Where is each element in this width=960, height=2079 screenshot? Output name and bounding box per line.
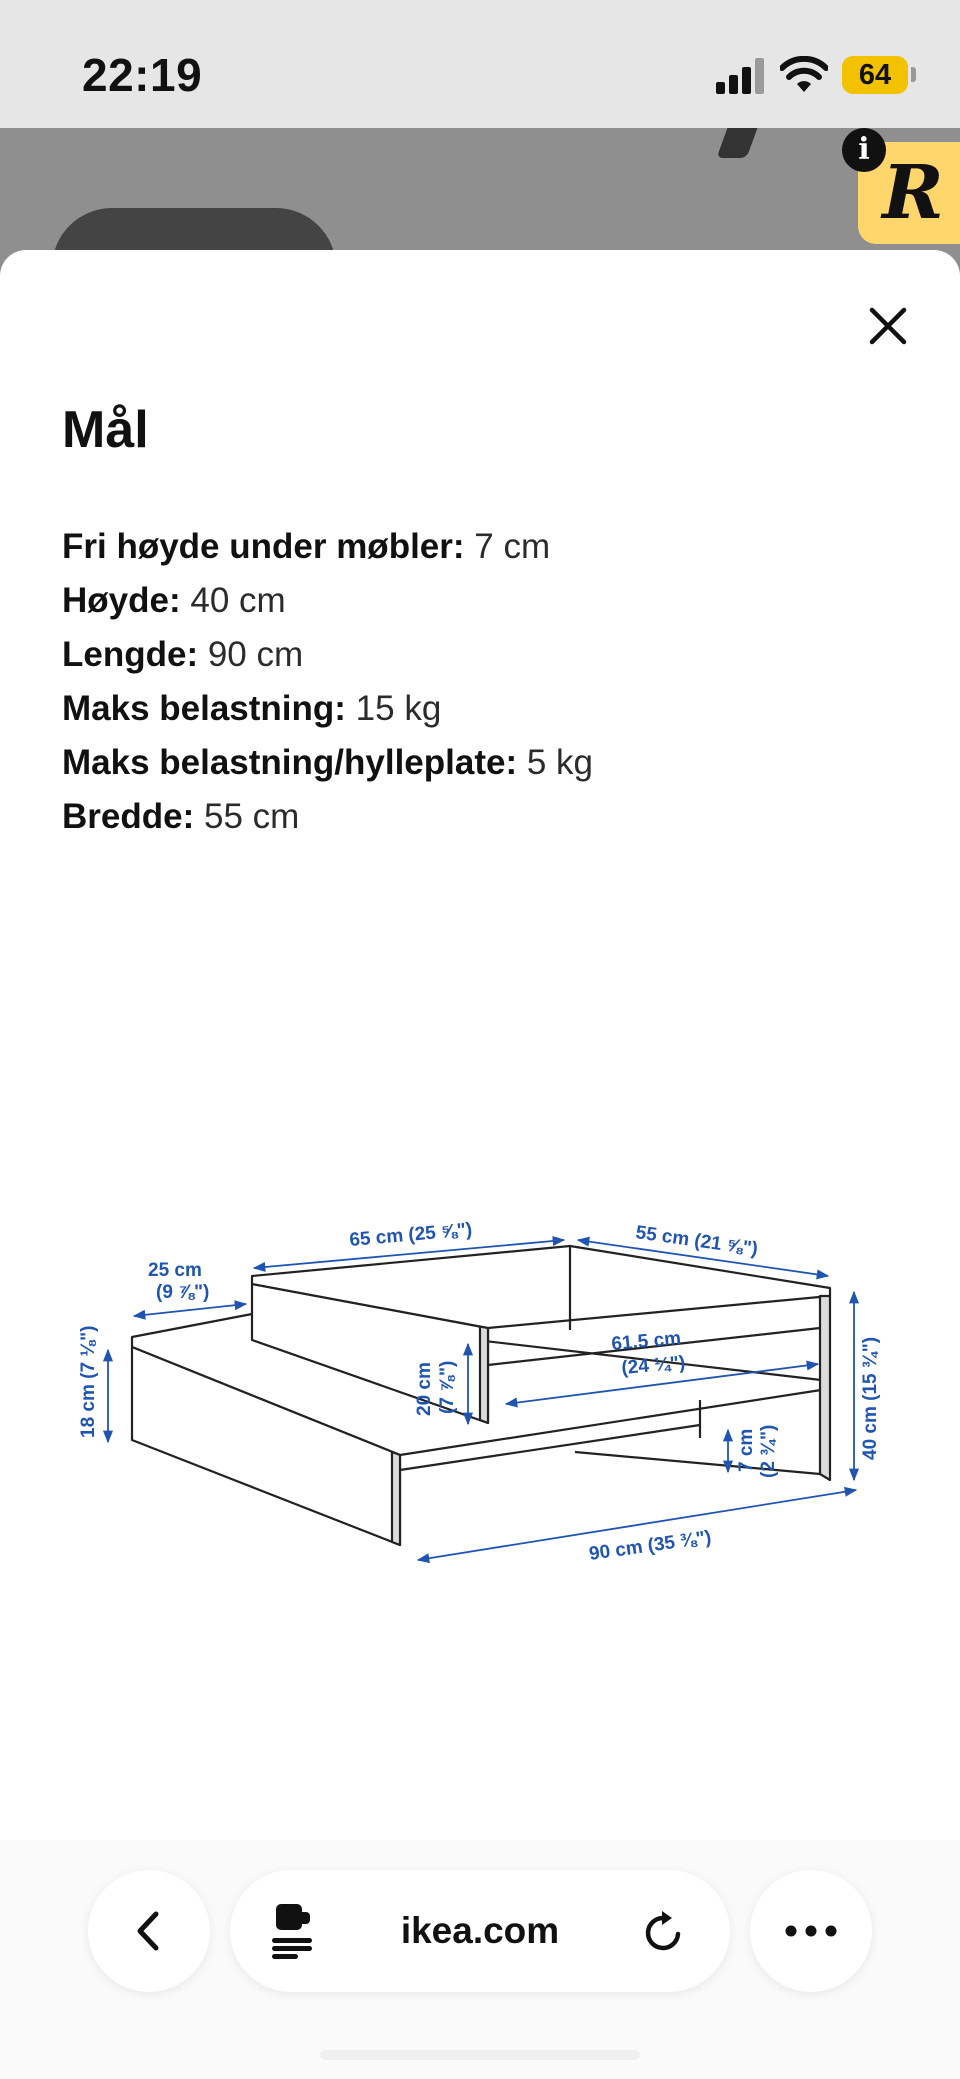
dim-label-shelf-depth-top: 61.5 cm (610, 1327, 682, 1355)
spec-label: Maks belastning/hylleplate: (62, 743, 518, 782)
sheet-title: Mål (62, 401, 149, 459)
spec-row (62, 628, 922, 682)
spec-label: Lengde: (62, 635, 199, 674)
spec-value: 5 kg (517, 743, 594, 782)
spec-row (62, 790, 922, 844)
dim-line-step (134, 1304, 246, 1316)
spec-value: 55 cm (194, 797, 300, 836)
dim-label-step-bottom: (9 ⅞") (156, 1282, 210, 1303)
dimensions-sheet (0, 250, 960, 2079)
close-icon[interactable] (862, 300, 914, 352)
url-text[interactable]: ikea.com (400, 1910, 560, 1951)
browser-toolbar (0, 1840, 960, 2079)
dim-label-upper-height-top: 20 cm (414, 1362, 435, 1416)
dimension-diagram (70, 1080, 910, 1580)
dim-label-clearance-bottom: (2 ¾") (758, 1424, 779, 1478)
extension-logo-icon[interactable]: R (882, 150, 944, 236)
dim-label-top-length: 65 cm (25 ⅝") (348, 1219, 474, 1251)
spec-label: Fri høyde under møbler: (62, 527, 465, 566)
cellular-signal-icon (716, 58, 766, 94)
spec-value: 40 cm (180, 581, 286, 620)
coffee-table-drawing (132, 1246, 830, 1545)
wifi-icon (780, 56, 828, 94)
dim-label-step-top: 25 cm (148, 1260, 202, 1281)
back-button[interactable] (88, 1870, 210, 1992)
status-time: 22:19 (82, 49, 203, 101)
spec-value: 90 cm (198, 635, 304, 674)
address-bar[interactable] (230, 1870, 730, 1992)
dim-label-upper-height-bottom: (7 ⅞") (437, 1360, 458, 1414)
dim-label-clearance-top: 7 cm (736, 1428, 757, 1472)
spec-row (62, 520, 922, 574)
dim-label-top-depth: 55 cm (21 ⅝") (634, 1222, 760, 1261)
spec-label: Bredde: (62, 797, 195, 836)
more-button[interactable] (750, 1870, 872, 1992)
battery-level: 64 (842, 56, 908, 94)
dim-label-total-length: 90 cm (35 ⅜") (587, 1527, 713, 1565)
spec-row (62, 574, 922, 628)
spec-row (62, 736, 922, 790)
spec-label: Høyde: (62, 581, 181, 620)
dim-label-shelf-depth-bottom: (24 ¼") (620, 1352, 687, 1379)
status-bar (0, 0, 960, 128)
dim-label-height-total: 40 cm (15 ¾") (860, 1336, 881, 1460)
chevron-left-icon (128, 1908, 170, 1954)
dim-label-left-height: 18 cm (7 ⅛") (78, 1325, 99, 1438)
info-icon[interactable]: i (842, 128, 886, 172)
battery-cap (911, 67, 916, 82)
spec-value: 7 cm (464, 527, 551, 566)
home-indicator (320, 2050, 640, 2060)
spec-value: 15 kg (345, 689, 442, 728)
reload-icon[interactable] (640, 1908, 688, 1956)
more-dots-icon (784, 1924, 838, 1938)
spec-row (62, 682, 922, 736)
background-page (0, 128, 960, 258)
spec-list (62, 520, 922, 844)
background-image-fragment (717, 128, 758, 158)
spec-label: Maks belastning: (62, 689, 346, 728)
